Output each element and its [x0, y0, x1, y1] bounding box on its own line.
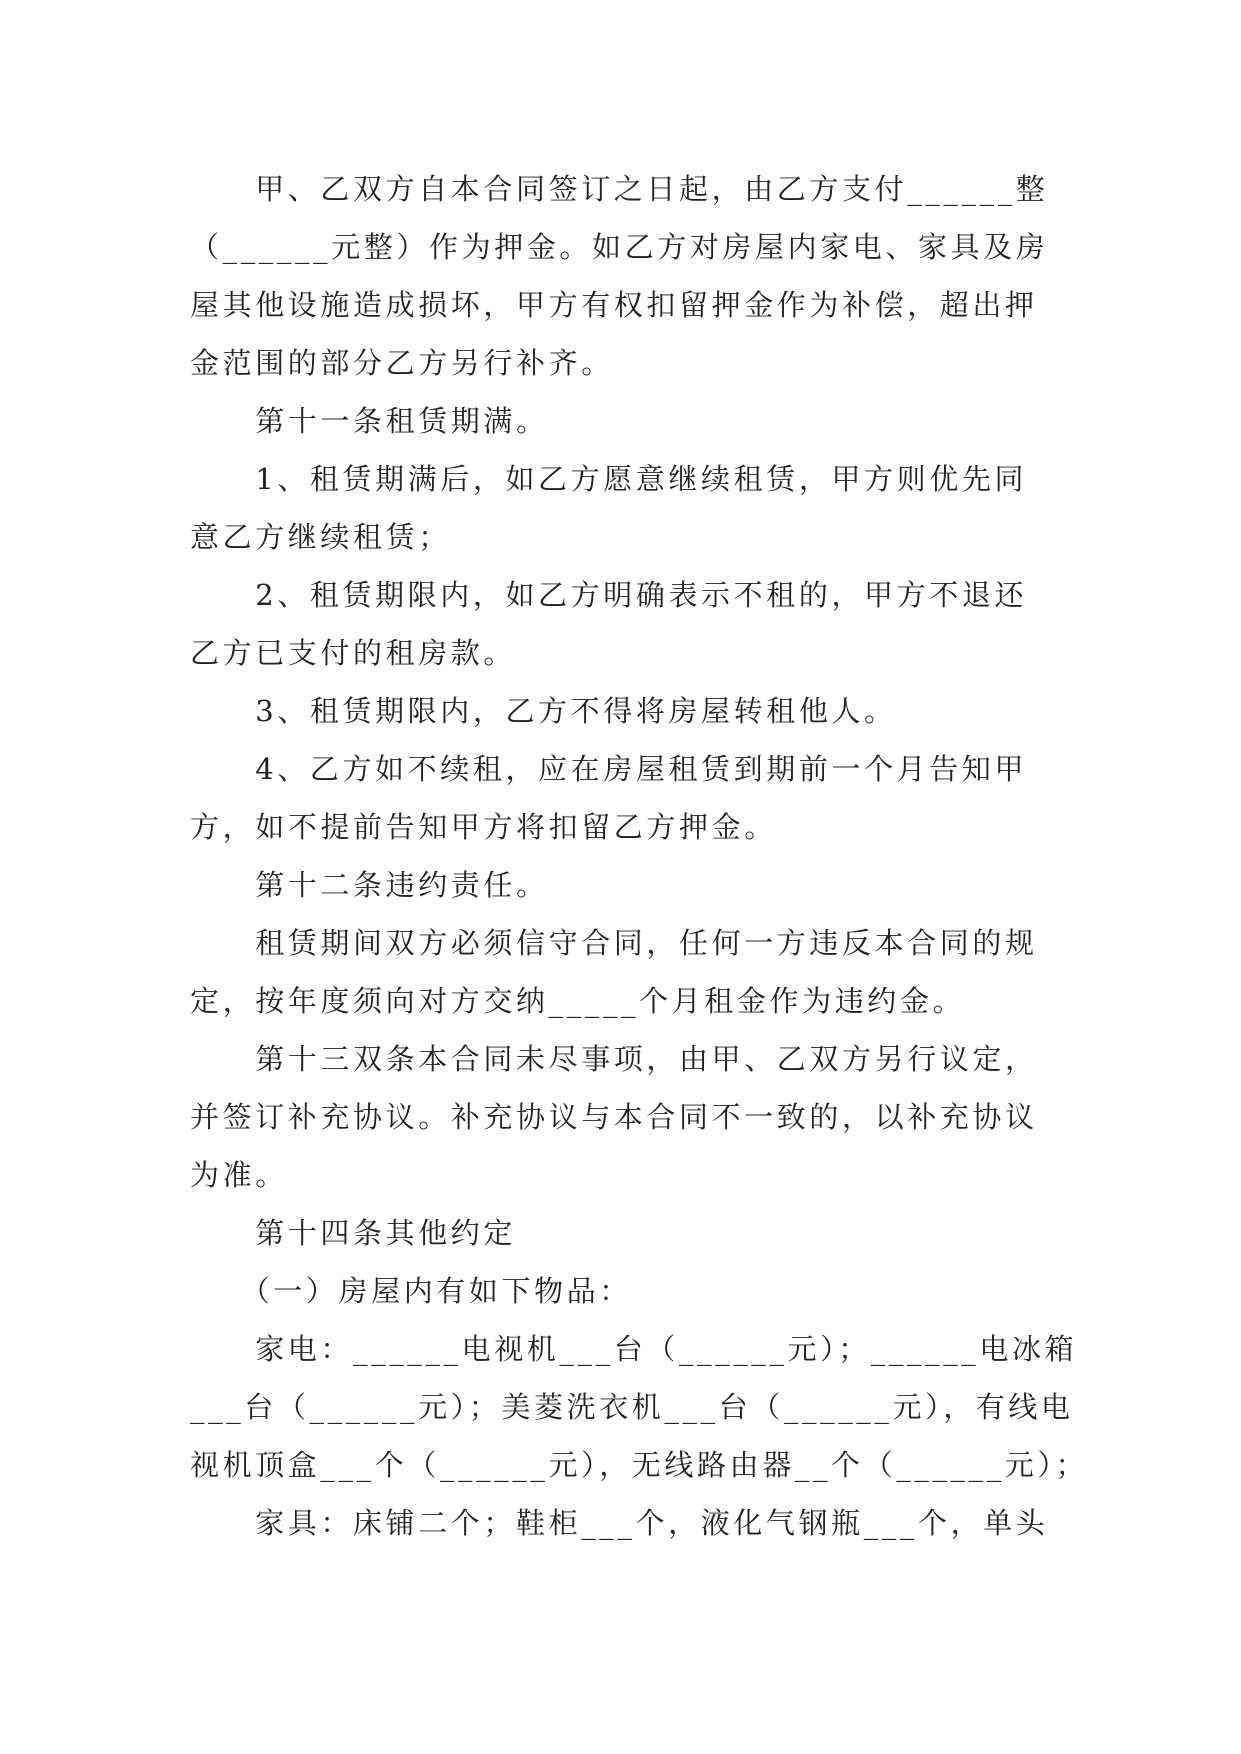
text-line: 方，如不提前告知甲方将扣留乙方押金。	[190, 810, 777, 844]
text-line: 家具：床铺二个；鞋柜___个，液化气钢瓶___个，单头	[190, 1506, 1049, 1540]
text-line: ___台（______元）；美菱洗衣机___台（______元），有线电	[190, 1390, 1074, 1424]
text-line: 意乙方继续租赁；	[190, 520, 451, 554]
text-line: 3、租赁期限内，乙方不得将房屋转租他人。	[190, 694, 897, 728]
document-page	[190, 160, 1089, 1552]
text-line: 租赁期间双方必须信守合同，任何一方违反本合同的规	[190, 926, 1038, 960]
text-line: 家电：______电视机___台（______元）；______电冰箱	[190, 1332, 1078, 1366]
text-line: 屋其他设施造成损坏，甲方有权扣留押金作为补偿，超出押	[190, 288, 1038, 322]
text-line: （______元整）作为押金。如乙方对房屋内家电、家具及房	[190, 230, 1049, 264]
text-line: 4、乙方如不续租，应在房屋租赁到期前一个月告知甲	[190, 752, 1028, 786]
text-line: 1、租赁期满后，如乙方愿意继续租赁，甲方则优先同	[190, 462, 1028, 496]
text-line: 2、租赁期限内，如乙方明确表示不租的，甲方不退还	[190, 578, 1028, 612]
text-line: 第十三双条本合同未尽事项，由甲、乙双方另行议定，	[190, 1042, 1038, 1076]
text-line: 乙方已支付的租房款。	[190, 636, 517, 670]
text-line: 为准。	[190, 1158, 288, 1192]
text-line: （一）房屋内有如下物品：	[190, 1274, 632, 1308]
clause-heading: 第十二条违约责任。	[190, 868, 549, 902]
text-line: 定，按年度须向对方交纳_____个月租金作为违约金。	[190, 984, 966, 1018]
text-line: 并签订补充协议。补充协议与本合同不一致的，以补充协议	[190, 1100, 1038, 1134]
text-line: 金范围的部分乙方另行补齐。	[190, 346, 614, 380]
text-line: 视机顶盒___个（______元），无线路由器__个（______元）；	[190, 1448, 1089, 1482]
text-line: 甲、乙双方自本合同签订之日起，由乙方支付______整	[190, 172, 1049, 206]
clause-heading: 第十四条其他约定	[190, 1216, 517, 1250]
clause-heading: 第十一条租赁期满。	[190, 404, 549, 438]
